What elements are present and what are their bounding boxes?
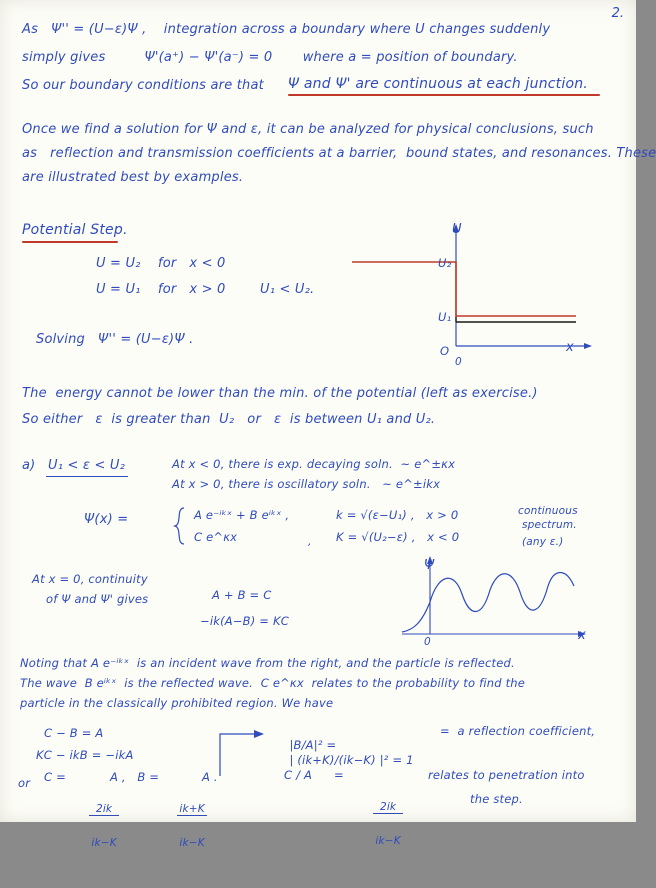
wave-plot-y-label: Ψ <box>424 558 435 573</box>
case-a-note-2: At x > 0, there is oscillatory soln. ~ e^±ikx <box>172 477 441 491</box>
wave-plot-origin-label: 0 <box>424 636 431 648</box>
energy-note-line-2: So either ε is greater than U₂ or ε is between U₁ and U₂. <box>22 412 436 427</box>
kappa-definition: Κ = √(U₂−ε) , x < 0 <box>336 530 460 544</box>
final-eq-3-fraction-2 <box>160 766 207 888</box>
arrow-icon <box>214 718 268 782</box>
intro-line-4: Once we find a solution for Ψ and ε, it can be analyzed for physical conclusions, such <box>22 122 594 137</box>
potential-def-u1: U = U₁ for x > 0 <box>96 282 226 297</box>
step-plot-tick-u1: U₁ <box>438 310 452 324</box>
solving-equation: Solving Ψ'' = (U−ε)Ψ . <box>36 332 194 347</box>
or-label: or <box>18 776 31 790</box>
intro-line-5: as reflection and transmission coefficients at a barrier, bound states, and resonances. These <box>22 146 656 161</box>
frac-denominator: ik−Κ <box>91 837 117 850</box>
final-eq-1: C − B = A <box>44 726 104 740</box>
result-frac-denominator: ik−Κ <box>375 835 401 848</box>
closing-line-1: Noting that A e⁻ⁱᵏˣ is an incident wave from the right, and the particle is reflected. <box>20 656 515 670</box>
result-2-tail-2: the step. <box>470 792 523 806</box>
closing-line-3: particle in the classically prohibited region. We have <box>20 696 334 710</box>
step-plot-tick-u2: U₂ <box>438 256 452 270</box>
section-heading-potential-step: Potential Step. <box>22 222 128 238</box>
case-a-condition: U₁ < ε < U₂ <box>48 458 125 473</box>
psi-branch-comma: , <box>308 536 312 548</box>
underline-case-a-condition <box>46 476 128 477</box>
step-plot-zero-tick: 0 <box>455 356 462 368</box>
psi-branch-1: A e⁻ⁱᵏˣ + B eⁱᵏˣ , <box>194 508 290 522</box>
spectrum-note-1: continuous <box>518 505 578 517</box>
result-2-tail: relates to penetration into <box>428 768 585 782</box>
step-potential-plot <box>398 218 610 366</box>
result-2-eq: = <box>334 768 344 782</box>
spectrum-note-2: spectrum. <box>522 519 577 531</box>
continuity-eq-2: −ik(A−B) = ΚC <box>200 614 289 628</box>
energy-note-line-1: The energy cannot be lower than the min. of the potential (left as exercise.) <box>22 386 538 401</box>
intro-line-6: are illustrated best by examples. <box>22 170 244 185</box>
intro-line-1: As Ψ'' = (U−ε)Ψ , integration across a boundary where U changes suddenly <box>22 22 551 37</box>
continuity-line-1: At x = 0, continuity <box>32 572 148 586</box>
final-eq-3-mid: A , B = <box>110 770 160 784</box>
continuity-eq-1: A + B = C <box>212 588 272 602</box>
case-a-label: a) <box>22 458 36 473</box>
final-eq-2: ΚC − ikB = −ikA <box>36 748 134 762</box>
red-underline-potential-step <box>22 241 118 243</box>
result-frac-numerator: 2ik <box>373 802 402 814</box>
intro-line-3-a: So our boundary conditions are that <box>22 78 264 93</box>
closing-line-2: The wave B eⁱᵏˣ is the reflected wave. C e^κx relates to the probability to find the <box>20 676 526 690</box>
step-plot-x-label: x <box>566 340 574 355</box>
red-underline-boundary-conditions <box>288 94 600 96</box>
wavefunction-plot <box>382 556 602 648</box>
spectrum-note-3: (any ε.) <box>522 536 564 548</box>
final-eq-3-lhs: C = <box>44 770 66 784</box>
result-2-fraction <box>356 764 403 886</box>
page-number: 2. <box>611 6 624 21</box>
result-1-tail: = a reflection coefficient, <box>440 724 596 738</box>
brace-icon <box>172 506 188 546</box>
frac-numerator: 2ik <box>89 804 118 816</box>
frac2-denominator: ik−Κ <box>179 837 205 850</box>
frac2-numerator: ik+Κ <box>179 803 205 816</box>
case-a-note-1: At x < 0, there is exp. decaying soln. ~ e^±κx <box>172 457 456 471</box>
k-definition: k = √(ε−U₁) , x > 0 <box>336 508 459 522</box>
continuity-line-2: of Ψ and Ψ' gives <box>46 592 149 606</box>
psi-label: Ψ(x) = <box>84 512 129 527</box>
intro-line-2: simply gives Ψ'(a⁺) − Ψ'(a⁻) = 0 where a = position of boundary. <box>22 50 518 65</box>
result-2-lhs: C / A <box>284 768 313 782</box>
wave-plot-x-label: x <box>578 628 586 643</box>
result-1-lhs: |B/A|² = <box>289 738 337 753</box>
step-plot-origin-label: O <box>440 344 450 358</box>
step-plot-y-label: U <box>452 222 462 237</box>
result-1-mid: | (ik+Κ)/(ik−Κ) |² = 1 <box>289 752 414 767</box>
final-eq-3-tail: A . <box>202 770 218 784</box>
potential-ordering: U₁ < U₂. <box>260 282 315 297</box>
intro-line-3-b: Ψ and Ψ' are continuous at each junction. <box>288 76 588 92</box>
potential-def-u2: U = U₂ for x < 0 <box>96 256 226 271</box>
psi-branch-2: C e^κx <box>194 530 238 544</box>
